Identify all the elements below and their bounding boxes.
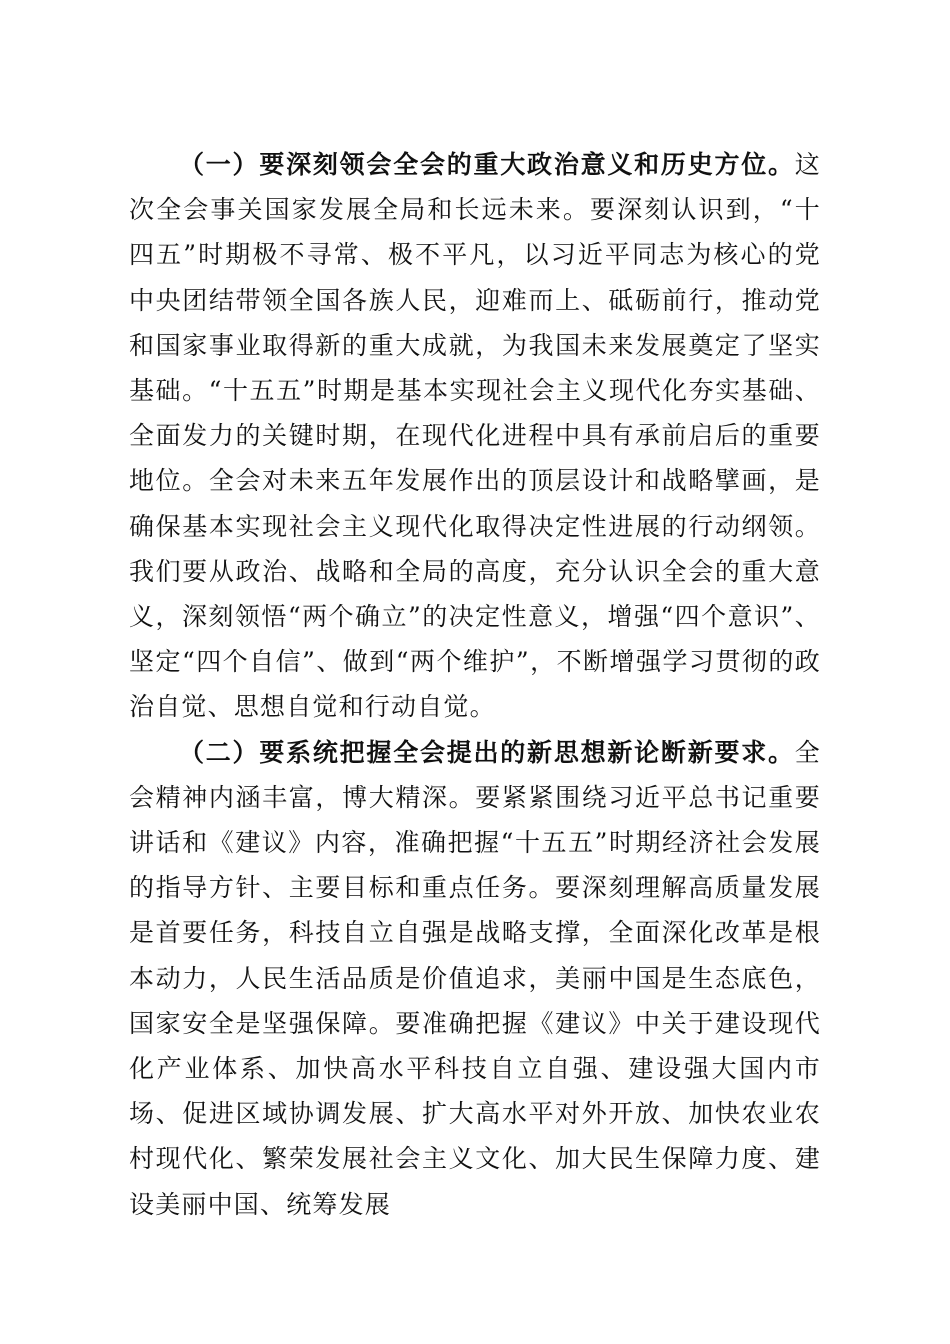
paragraph-1-heading: （一）要深刻领会全会的重大政治意义和历史方位。	[179, 150, 795, 179]
paragraph-1	[129, 142, 821, 730]
paragraph-2	[129, 730, 821, 1227]
document-body	[129, 142, 821, 1227]
paragraph-2-body: 全会精神内涵丰富，博大精深。要紧紧围绕习近平总书记重要讲话和《建议》内容，准确把握“十五五”时期经济社会发展的指导方针、主要目标和重点任务。要深刻理解高质量发展是首要任务，科技自立自强是战略支撑，全面深化改革是根本动力，人民生活品质是价值追求，美丽中国是生态底色，国家安全是坚强保障。要准确把握《建议》中关于建设现代化产业体系、加快高水平科技自立自强、建设强大国内市场、促进区域协调发展、扩大高水平对外开放、加快农业农村现代化、繁荣发展社会主义文化、加大民生保障力度、建设美丽中国、统筹发展	[129, 737, 821, 1219]
paragraph-1-body: 这次全会事关国家发展全局和长远未来。要深刻认识到，“十四五”时期极不寻常、极不平凡，以习近平同志为核心的党中央团结带领全国各族人民，迎难而上、砥砺前行，推动党和国家事业取得新的重大成就，为我国未来发展奠定了坚实基础。“十五五”时期是基本实现社会主义现代化夯实基础、全面发力的关键时期，在现代化进程中具有承前启后的重要地位。全会对未来五年发展作出的顶层设计和战略擘画，是确保基本实现社会主义现代化取得决定性进展的行动纲领。我们要从政治、战略和全局的高度，充分认识全会的重大意义，深刻领悟“两个确立”的决定性意义，增强“四个意识”、坚定“四个自信”、做到“两个维护”，不断增强学习贯彻的政治自觉、思想自觉和行动自觉。	[129, 150, 821, 722]
paragraph-2-heading: （二）要系统把握全会提出的新思想新论断新要求。	[179, 737, 795, 767]
